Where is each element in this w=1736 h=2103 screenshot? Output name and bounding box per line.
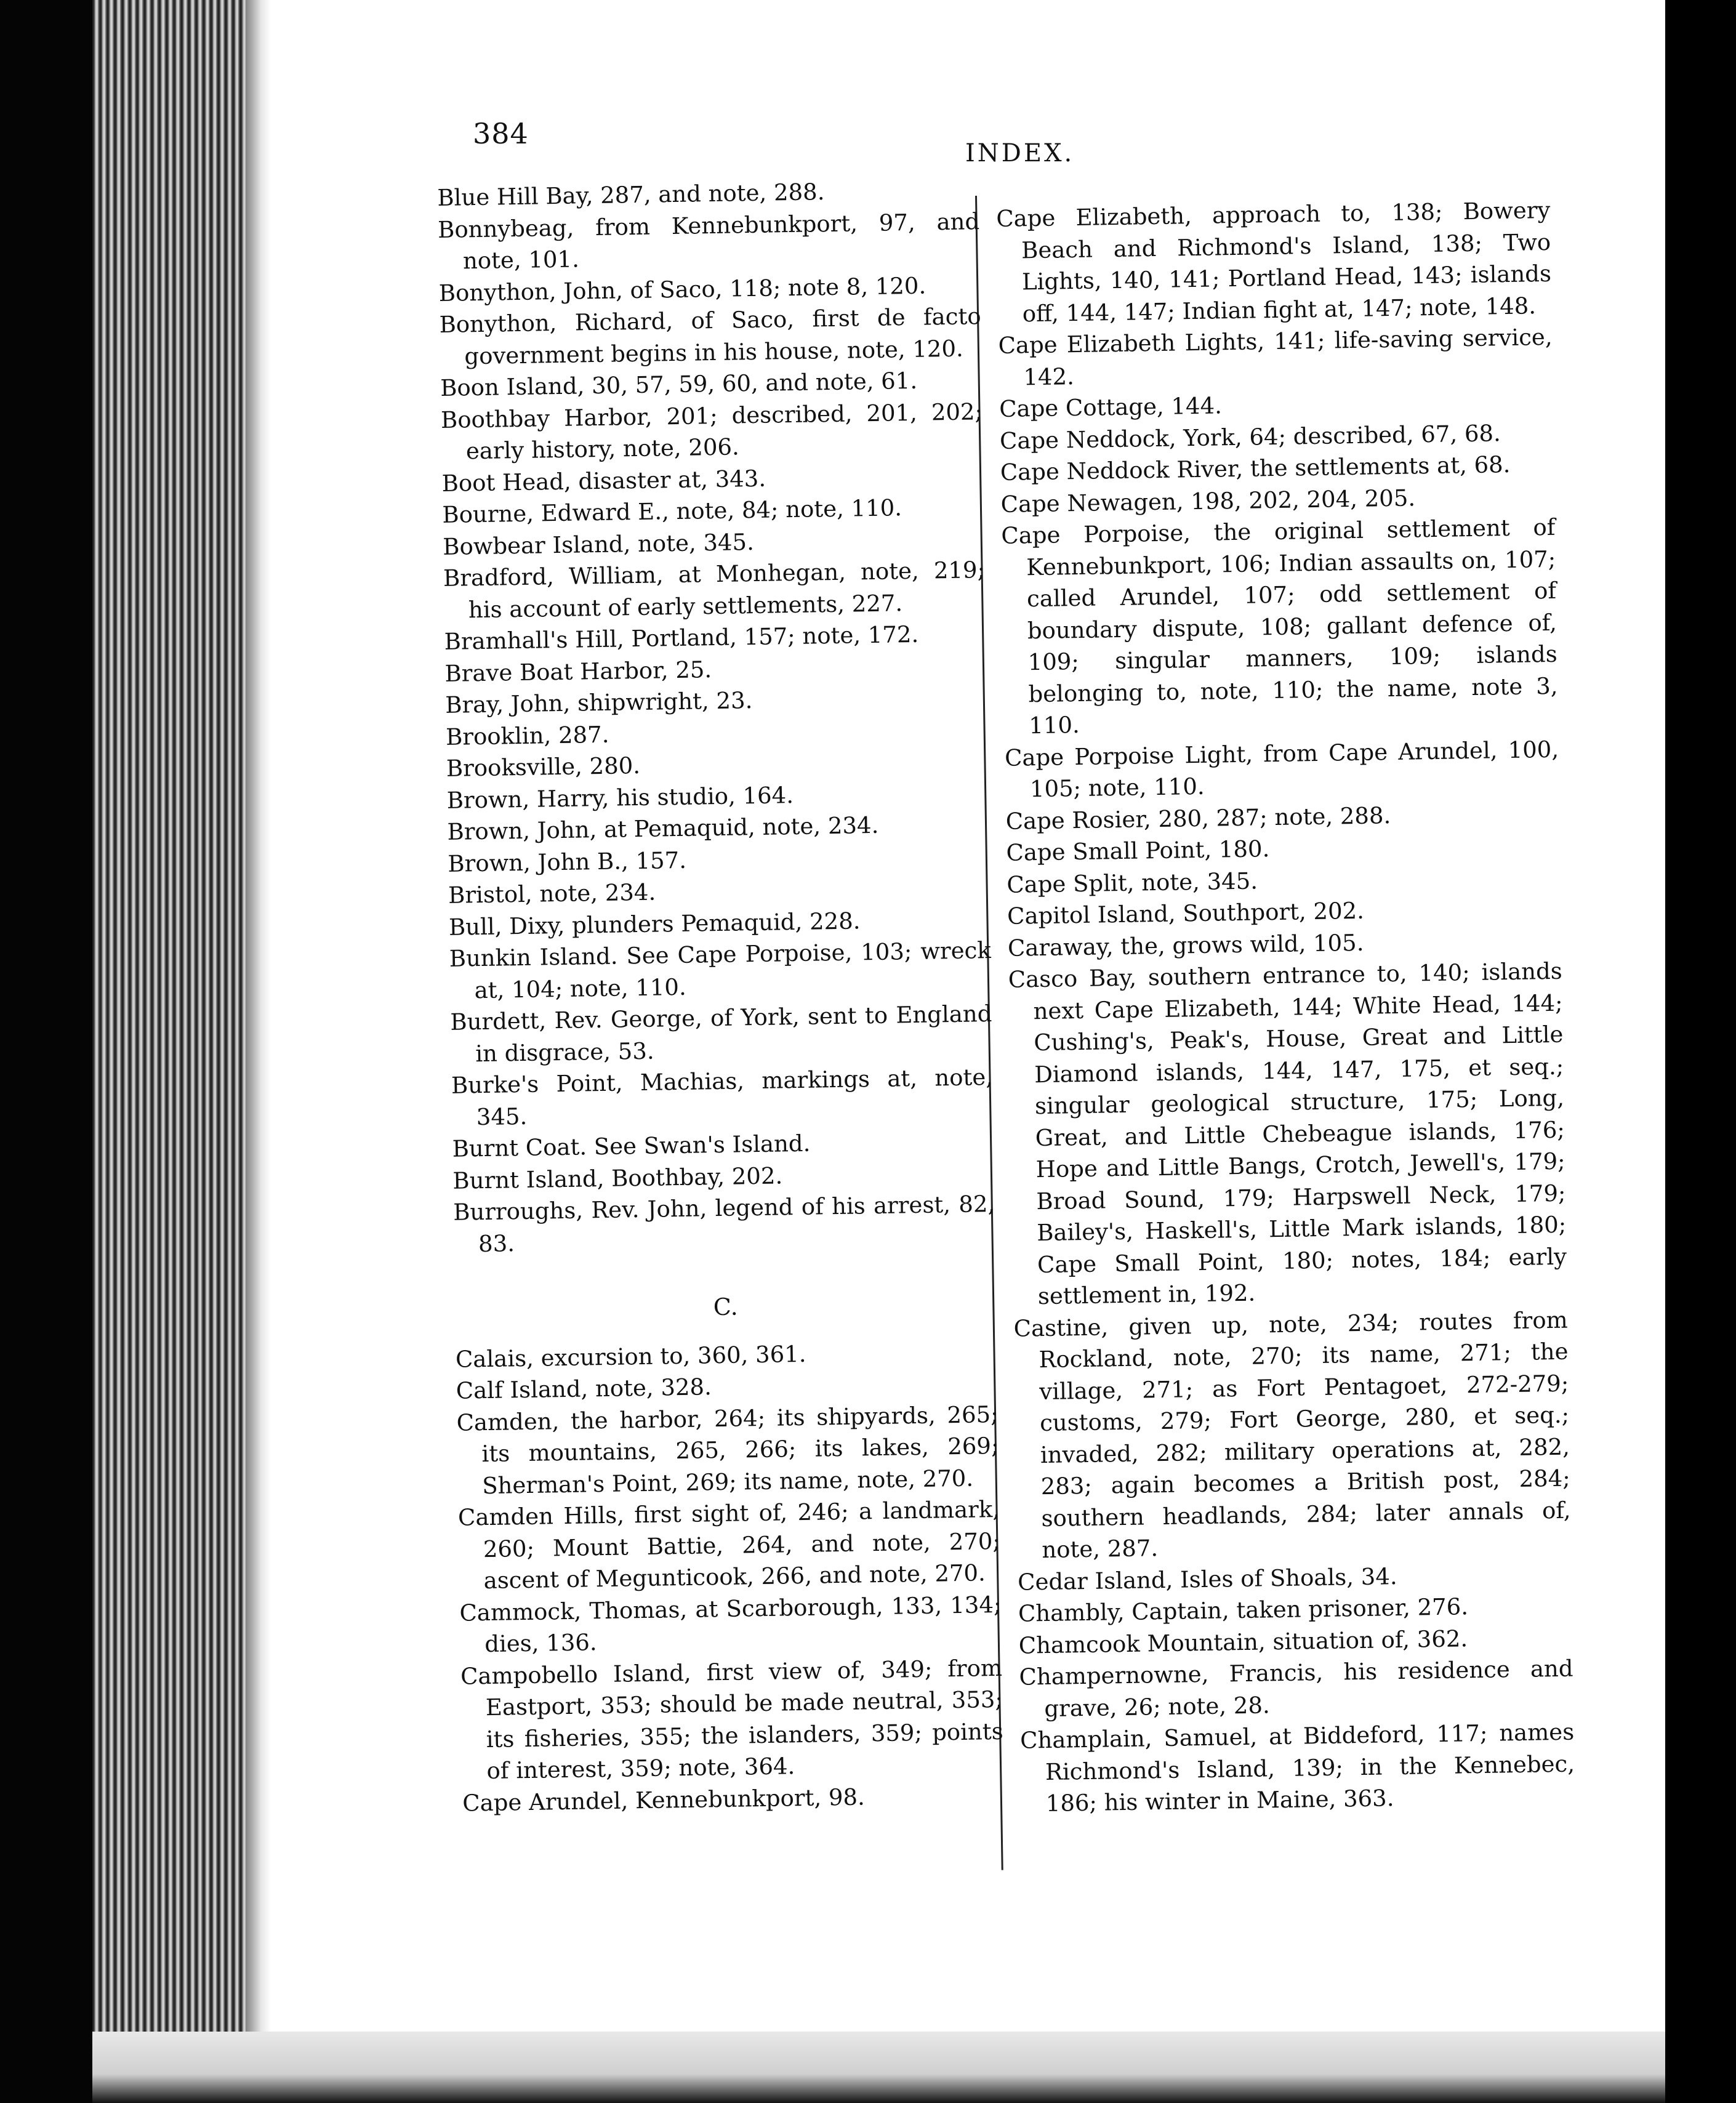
index-entry: Cape Small Point, 180. [1006, 835, 1270, 866]
index-entry: Cape Porpoise Light, from Cape Arundel, 100, 105; note, 110. [1004, 736, 1559, 803]
index-entry: Brooksville, 280. [446, 752, 641, 782]
gutter-shadow [246, 0, 271, 2103]
index-column-left [437, 174, 1005, 1819]
index-entry: Brave Boat Harbor, 25. [444, 656, 712, 687]
index-entry: Cammock, Thomas, at Scarborough, 133, 134; dies, 136. [459, 1591, 1002, 1658]
index-entry: Burnt Island, Boothbay, 202. [452, 1162, 783, 1194]
index-entry: Casco Bay, southern entrance to, 140; islands next Cape Elizabeth, 144; White Head, 144; Cushing's, Peak's, House, Great and Little Diamond islands, 144, 147, 175, et seq.; singular geological structure, 175; Long, Great, and Little Chebeague islands, 176; Hope and Little Bangs, Crotch, Jewell's, 179; Broad Sound, 179; Harpswell Neck, 179; Bailey's, Haskell's, Little Mark islands, 180; Cape Small Point, 180; notes, 184; early settlement in, 192. [1008, 957, 1567, 1310]
index-entry: Bonython, Richard, of Saco, first de facto government begins in his house, note, 120. [439, 303, 981, 369]
index-entry: Cape Cottage, 144. [999, 392, 1223, 422]
running-head: INDEX. [965, 139, 1075, 167]
index-entry: Cape Neddock River, the settlements at, 68. [1000, 451, 1511, 486]
index-entry: Camden, the harbor, 264; its shipyards, 265; its mountains, 265, 266; its lakes, 269; Sherman's Point, 269; its name, note, 270. [456, 1401, 999, 1499]
index-entry: Burroughs, Rev. John, legend of his arrest, 82, 83. [452, 1190, 995, 1257]
index-entry: Calf Island, note, 328. [456, 1373, 712, 1404]
index-entry: Champernowne, Francis, his residence and grave, 26; note, 28. [1019, 1655, 1573, 1722]
page-number: 384 [473, 117, 529, 150]
index-entry: Brown, John B., 157. [448, 846, 687, 877]
index-entry: Bonnybeag, from Kennebunkport, 97, and note, 101. [437, 207, 980, 275]
index-entry: Bradford, William, at Monhegan, note, 219; his account of early settlements, 227. [443, 557, 986, 623]
index-entry: Calais, excursion to, 360, 361. [455, 1340, 806, 1373]
index-entry: Cedar Island, Isles of Shoals, 34. [1017, 1562, 1397, 1596]
index-entry: Burdett, Rev. George, of York, sent to England in disgrace, 53. [450, 1000, 992, 1067]
index-entry: Champlain, Samuel, at Biddeford, 117; names Richmond's Island, 139; in the Kennebec, 186; his winter in Maine, 363. [1019, 1718, 1575, 1817]
index-entry: Capitol Island, Southport, 202. [1007, 897, 1365, 930]
index-entry: Bramhall's Hill, Portland, 157; note, 172. [444, 621, 919, 655]
index-entry: Cape Newagen, 198, 202, 204, 205. [1000, 484, 1416, 518]
page-edges [92, 0, 246, 2103]
index-entry: Cape Arundel, Kennebunkport, 98. [462, 1783, 866, 1817]
right-border [1665, 0, 1736, 2103]
index-entry: Bull, Dixy, plunders Pemaquid, 228. [448, 907, 861, 941]
index-entry: Bonython, John, of Saco, 118; note 8, 120. [438, 272, 926, 307]
index-column-right [996, 195, 1575, 1820]
bottom-page-edge [92, 2032, 1665, 2103]
index-entry: Camden Hills, first sight of, 246; a landmark, 260; Mount Battie, 264, and note, 270; ascent of Megunticook, 266, and note, 270. [457, 1495, 1001, 1594]
section-letter: C. [713, 1293, 739, 1321]
index-entry: Cape Neddock, York, 64; described, 67, 68. [999, 419, 1501, 454]
index-entry: Cape Elizabeth Lights, 141; life-saving service, 142. [998, 323, 1553, 390]
index-entry: Brooklin, 287. [445, 721, 609, 750]
index-entry: Boot Head, disaster at, 343. [441, 465, 766, 497]
index-entry: Blue Hill Bay, 287, and note, 288. [437, 179, 825, 211]
index-entry: Burke's Point, Machias, markings at, note, 345. [451, 1063, 994, 1130]
index-entry: Brown, John, at Pemaquid, note, 234. [447, 811, 879, 845]
index-entry: Campobello Island, first view of, 349; from Eastport, 353; should be made neutral, 353; its fisheries, 355; the islanders, 359; points of interest, 359; note, 364. [460, 1654, 1003, 1785]
index-entry: Caraway, the, grows wild, 105. [1007, 929, 1364, 962]
index-entry: Cape Split, note, 345. [1007, 867, 1258, 898]
index-entry: Cape Porpoise, the original settlement of Kennebunkport, 106; Indian assaults on, 107; called Arundel, 107; odd settlement of boundary dispute, 108; gallant defence of, 109; singular manners, 109; islands belonging to, note, 110; the name, note 3, 110. [1001, 513, 1558, 739]
index-entry: Chamcook Mountain, situation of, 362. [1018, 1625, 1468, 1659]
index-entry: Chambly, Captain, taken prisoner, 276. [1018, 1593, 1469, 1627]
index-entry: Bray, John, shipwright, 23. [445, 687, 753, 718]
index-entry: Castine, given up, note, 234; routes from Rockland, note, 270; its name, 271; the village, 271; as Fort Pentagoet, 272-279; customs, 279; Fort George, 280, et seq.; invaded, 282; military operations at, 282, 283; again becomes a British post, 284; southern headlands, 284; later annals of, note, 287. [1013, 1306, 1571, 1564]
index-entry: Burnt Coat. See Swan's Island. [452, 1130, 811, 1162]
index-entry: Boothbay Harbor, 201; described, 201, 202; early history, note, 206. [440, 398, 983, 465]
index-entry: Bourne, Edward E., note, 84; note, 110. [442, 494, 902, 528]
index-entry: Cape Elizabeth, approach to, 138; Bowery Beach and Richmond's Island, 138; Two Lights, 140, 141; Portland Head, 143; islands off, 144, 147; Indian fight at, 147; note, 148. [996, 196, 1552, 327]
index-entry: Brown, Harry, his studio, 164. [446, 781, 794, 814]
index-entry: Bristol, note, 234. [448, 879, 656, 909]
book-edge-dark [0, 0, 92, 2103]
index-entry: Cape Rosier, 280, 287; note, 288. [1005, 802, 1391, 835]
index-entry: Boon Island, 30, 57, 59, 60, and note, 61. [440, 367, 918, 401]
index-entry: Bowbear Island, note, 345. [442, 528, 755, 560]
index-entry: Bunkin Island. See Cape Porpoise, 103; wreck at, 104; note, 110. [449, 937, 992, 1003]
